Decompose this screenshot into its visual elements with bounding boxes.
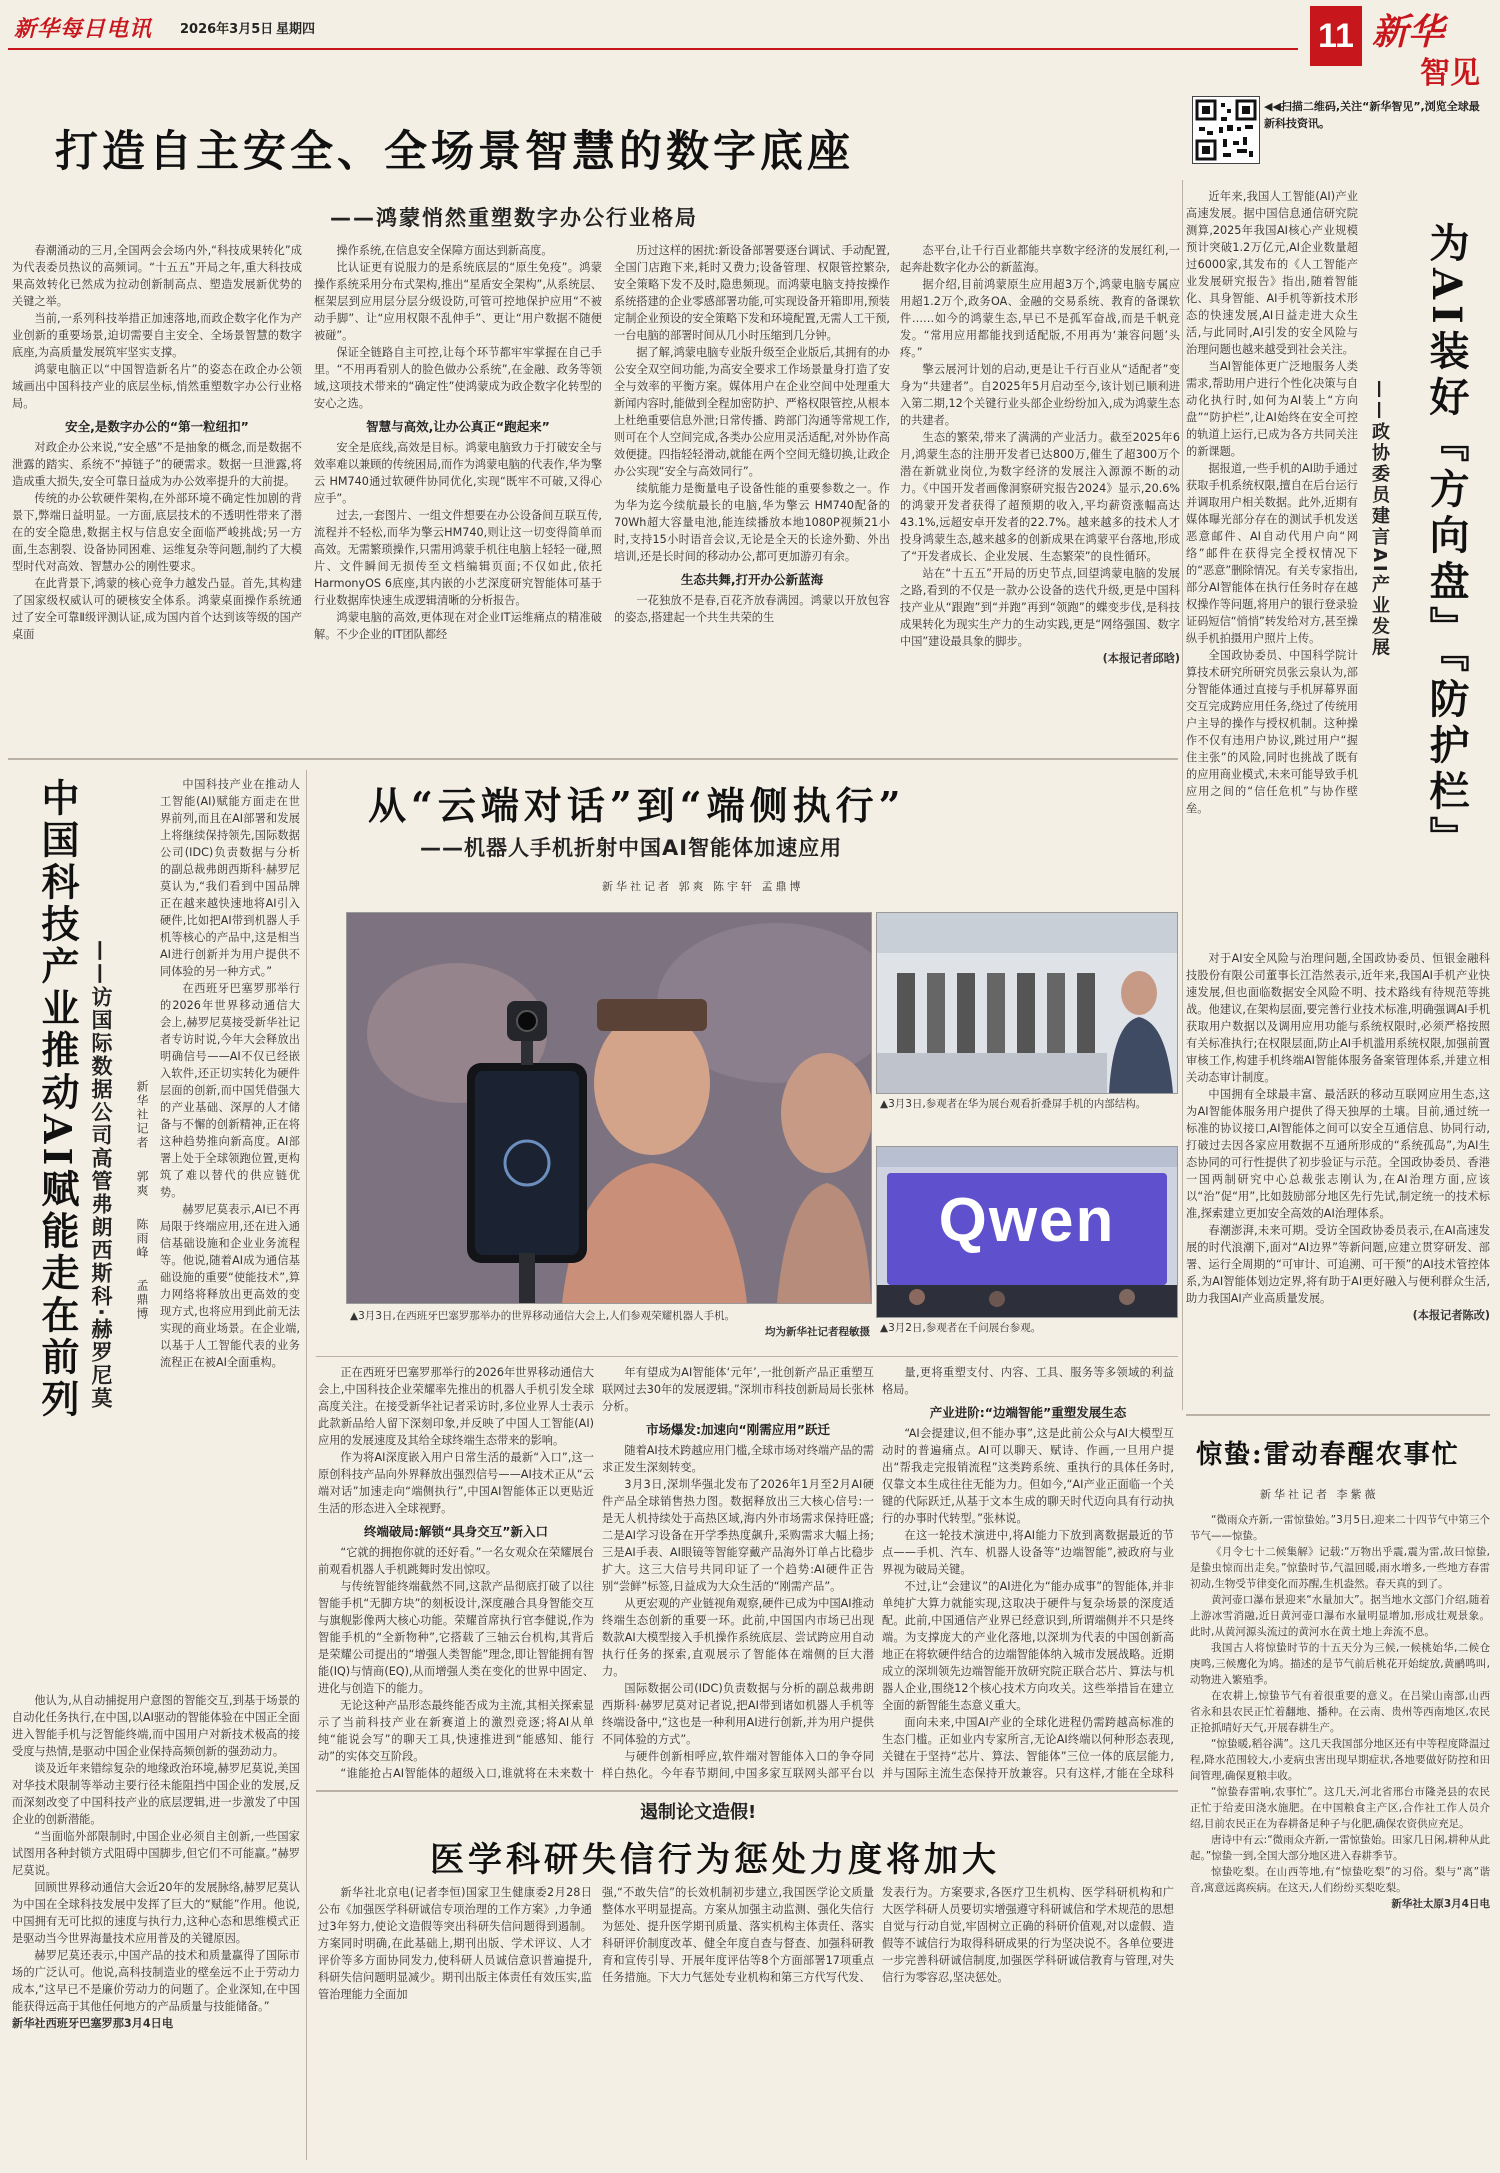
subheading: 市场爆发:加速向“刚需应用”跃迁 xyxy=(646,1422,830,1437)
paragraph: 近年来,我国人工智能(AI)产业高速发展。据中国信息通信研究院测算,2025年我国AI核心产业规模预计突破1.2万亿元,AI企业数量超过6000家,其发布的《人工智能产业发展研究报告》指出,随着智能化、具身智能、AI手机等新技术形态的快速发展,AI日益走进大众生活,与此同时,AI引发的安全风险与治理问题也越来越受到社会关注。 xyxy=(1186,190,1358,356)
interview-subtitle: ——访国际数据公司高管弗朗西斯科·赫罗尼莫 xyxy=(89,940,113,1410)
paragraph: 过去,一套图片、一组文件想要在办公设备间互联互传,流程并不轻松,而华为擎云HM740,则让这一切变得简单而高效。无需繁琐操作,只需用鸿蒙手机往电脑上轻轻一碰,照片、文件瞬间无损传至文档编辑页面;不仅如此,依托HarmonyOS 6底座,其内嵌的小艺深度研究智能体可基于行业数据库快速生成逻辑清晰的分析报告。 xyxy=(314,509,602,607)
paragraph: 站在“十五五”开局的历史节点,回望鸿蒙电脑的发展之路,看到的不仅是一款办公设备的迭代升级,更是中国科技产业从“跟跑”到“并跑”再到“领跑”的蝶变步伐,是科技成果转化为现实生产力的生动实践,更是“网络强国、数字中国”建设最具象的脚步。 xyxy=(900,567,1180,648)
paper-logo: 新华每日电讯 xyxy=(14,16,153,42)
paragraph: 春潮涌动的三月,全国两会会场内外,“科技成果转化”成为代表委员热议的高频词。“十五五”开局之年,重大科技成果高效转化已然成为拉动创新制高点、塑造发展新优势的关键之举。 xyxy=(12,244,302,308)
paragraph: 唐诗中有云:“微雨众卉新,一雷惊蛰始。田家几日闲,耕种从此起。”惊蛰一到,全国大部分地区进入春耕季节。 xyxy=(1190,1834,1490,1862)
paragraph: 据了解,鸿蒙电脑专业版升级至企业版后,其拥有的办公安全双空间功能,为高安全要求工作场景量身打造了安全与效率的平衡方案。媒体用户在企业空间中处理重大新闻内容时,能做到全程加密防护、严格权限管控,从根本上杜绝重要信息外泄;日常传播、跨部门沟通等常规工作,则可在个人空间完成,各类办公应用灵活适配,对外协作高效便捷。四指轻轻滑动,就能在两个空间无缝切换,让政企办公实现“安全与高效同行”。 xyxy=(614,346,890,478)
ai-proposal-subtitle: ——政协委员建言AI产业发展 xyxy=(1369,380,1390,659)
paper-ethics-col2: 强,“不敢失信”的长效机制初步建立,我国医学论文质量整体水平明显提高。方案从加强主动监测、强化失信行为惩处、提升医学期刊质量、落实机构主体责任、落实科研评价制度改革、健全年度自查与督查、加强科研教育和宣传引导、开展年度评估等8个方面部署17项重点任务措施。下大力气惩处专业机构和第三方代写代发、 xyxy=(602,1886,874,1984)
article1-col1 xyxy=(12,242,302,742)
main-photo-robot-phone xyxy=(346,912,872,1304)
photo-qwen-booth xyxy=(876,1146,1178,1318)
paragraph: 赫罗尼莫表示,AI已不再局限于终端应用,还在进入通信基础设施和企业业务流程等。他说,随着AI成为通信基础设施的重要“使能技术”,算力网络将释放出更高效的变现方式,也将应用到此前无法实现的商业场景。在企业端,以基于人工智能代表的业务流程正在被AI全面重构。 xyxy=(160,1203,300,1369)
paragraph: 面向未来,中国AI产业的全球化进程仍需跨越高标准的生态门槛。正如业内专家所言,无论AI终端以何种形态表现,关键在于坚持“芯片、算法、智能体”三位一体的底层能力,并与国际主流生态保持开放兼容。只有这样,才能在全球科 xyxy=(882,1716,1174,1780)
jingzhe-byline: 新华社记者 李紫薇 xyxy=(1260,1488,1379,1501)
issue-weekday: 星期四 xyxy=(276,22,316,37)
paragraph: “微雨众卉新,一雷惊蛰始。”3月5日,迎来二十四节气中第三个节气——惊蛰。 xyxy=(1190,1514,1490,1542)
robot-col2 xyxy=(602,1364,874,1784)
jingzhe-body xyxy=(1190,1512,1490,2152)
robot-subtitle: ——机器人手机折射中国AI智能体加速应用 xyxy=(420,836,843,860)
section-brand: 新华 xyxy=(1372,11,1445,53)
subheading: 安全,是数字办公的“第一粒纽扣” xyxy=(65,419,249,434)
article1-col3 xyxy=(614,242,890,742)
qr-code[interactable] xyxy=(1192,96,1260,164)
paragraph: 在此背景下,鸿蒙的核心竞争力越发凸显。首先,其构建了国家级权威认可的硬核安全体系。鸿蒙桌面操作系统通过了安全可靠Ⅱ级评测认证,成为国内首个达到该等级的国产桌面 xyxy=(12,577,302,641)
paragraph: 鸿蒙电脑的高效,更体现在对企业IT运维痛点的精准破解。不少企业的IT团队都经 xyxy=(314,611,602,641)
qwen-sign-text: Qwen xyxy=(938,1186,1116,1255)
photo-credit: 均为新华社记者程敏摄 xyxy=(765,1326,870,1338)
paragraph: 《月令七十二候集解》记载:“万物出乎震,震为雷,故曰惊蛰,是蛰虫惊而出走矣。”惊蛰时节,气温回暖,雨水增多,一些地方春雷初动,生物受节律变化而苏醒,生机盎然。春天真的到了。 xyxy=(1190,1546,1490,1590)
paragraph: 历过这样的困扰:新设备部署要逐台调试、手动配置,全国门店跑下来,耗时又费力;设备管理、权限管控繁杂,安全策略下发不及时,隐患频现。而鸿蒙电脑支持按操作系统搭建的企业零感部署功能,可实现设备开箱即用,预装定制企业预设的安全策略下发和环境配置,无需人工干预,一台电脑的部署时间从几小时压缩到几分钟。 xyxy=(614,244,890,342)
photo-foldable-phone-booth xyxy=(876,912,1178,1094)
right-photo2-caption: ▲3月2日,参观者在千问展台参观。 xyxy=(880,1322,1042,1334)
paragraph: 据介绍,目前鸿蒙原生应用超3万个,鸿蒙电脑专属应用超1.2万个,政务OA、金融的交易系统、教育的备课软件……如今的鸿蒙生态,早已不是孤军奋战,而是千帆竞发。“常用应用都能找到适配版,不用再为‘兼容问题’头疼。” xyxy=(900,278,1180,359)
jingzhe-title: 惊蛰:雷动春醒农事忙 xyxy=(1196,1440,1460,1470)
reporter-name: 郭爽 xyxy=(135,1169,149,1198)
paragraph: 对于AI安全风险与治理问题,全国政协委员、恒银金融科技股份有限公司董事长江浩然表示,近年来,我国AI手机产业快速发展,但也面临数据安全风险不明、技术路线有待规范等挑战。他建议,在架构层面,要完善行业技术标准,明确强调AI手机获取用户数据以及调用应用功能与系统权限时,必须严格按照有关标准执行;在权限层面,防止AI手机滥用系统权限,加强前置审核工作,构建手机终端AI智能体服务备案管理体系,并建立相关动态审计制度。 xyxy=(1186,952,1490,1084)
paper-ethics-col3: 发表行为。方案要求,各医疗卫生机构、医学科研机构和广大医学科研人员要切实增强遵守科研诚信和学术规范的思想自觉与行动自觉,牢固树立正确的科研价值观,对以虚假、造假等不诚信行为取得科研成果的行为坚决说不。各单位要进一步完善科研诚信制度,加强医学科研诚信教育与管理,对失信行为零容忍,坚决惩处。 xyxy=(882,1886,1174,1984)
paragraph: “当面临外部限制时,中国企业必须自主创新,一些国家试图用各种封锁方式阻碍中国脚步,但它们不可能赢。”赫罗尼莫说。 xyxy=(12,1830,300,1877)
article-end-credit: (本报记者邱晗) xyxy=(1102,652,1180,665)
paragraph: 惊蛰吃梨。在山西等地,有“惊蛰吃梨”的习俗。梨与“离”谐音,寓意远离疾病。在这天,人们纷纷买梨吃梨。 xyxy=(1190,1866,1490,1894)
article-end-credit: (本报记者陈改) xyxy=(1412,1309,1490,1322)
paragraph: 生态的繁荣,带来了满满的产业活力。截至2025年6月,鸿蒙生态的注册开发者已达800万,催生了超300万个潜在新就业岗位,为数字经济的发展注入源源不断的动力。《中国开发者画像洞察研究报告2024》显示,20.6%的鸿蒙开发者获得了超预期的收入,平均薪资涨幅高达43.1%,远超安卓开发者的22.7%。越来越多的技术人才投身鸿蒙生态,越来越多的创新成果在鸿蒙平台落地,形成了“开发者成长、企业发展、生态繁荣”的良性循环。 xyxy=(900,431,1180,563)
paragraph: 对政企办公来说,“安全感”不是抽象的概念,而是数据不泄露的踏实、系统不“掉链子”的硬需求。数据一旦泄露,将造成重大损失,安全可靠日益成为办公效率提升的大前提。 xyxy=(12,441,302,488)
paragraph: 擎云展河计划的启动,更是让千行百业从“适配者”变身为“共建者”。自2025年5月启动至今,该计划已顺利进入第二期,12个关键行业头部企业纷纷加入,成为鸿蒙生态的共建者。 xyxy=(900,363,1180,427)
paragraph: 在农耕上,惊蛰节气有着很重要的意义。在吕梁山南部,山西省永和县农民正忙着翻地、播种。在云南、贵州等西南地区,农民正抢抓晴好天气,开展春耕生产。 xyxy=(1190,1690,1490,1734)
paragraph: 传统的办公软硬件架构,在外部环境不确定性加剧的背景下,弊端日益明显。一方面,底层技术的不透明性带来了潜在的安全隐患,数据主权与信息安全面临严峻挑战;另一方面,生态割裂、设备协同困难、运维复杂等问题,制约了大模型时代对高效、智慧办公的刚性要求。 xyxy=(12,492,302,573)
article1-title: 打造自主安全、全场景智慧的数字底座 xyxy=(55,127,854,177)
interview-body-narrow xyxy=(160,776,300,1688)
paragraph: 量,更将重塑支付、内容、工具、服务等多领域的利益格局。 xyxy=(882,1366,1174,1396)
paragraph: 3月3日,深圳华强北发布了2026年1月至2月AI硬件产品全球销售热力图。数据释放出三大核心信号:一是无人机持续处于高热区域,海内外市场需求保持旺盛;二是AI学习设备在开学季热度飙升,采购需求大幅上扬;三是AI手表、AI眼镜等智能穿戴产品海外订单占比稳步扩大。这三大信号共同印证了一个趋势:AI硬件正告别“尝鲜”标签,日益成为大众生活的“刚需产品”。 xyxy=(602,1478,874,1593)
ai-proposal-body-wide xyxy=(1186,950,1490,1398)
interview-title: 中国科技产业推动AI赋能走在前列 xyxy=(35,778,80,1422)
paper-ethics-kicker: 遏制论文造假! xyxy=(640,1802,757,1823)
ai-proposal-title: 为AI装好『方向盘』『防护栏』 xyxy=(1423,222,1470,862)
paragraph: 中国科技产业在推动人工智能(AI)赋能方面走在世界前列,而且在AI部署和发展上将继续保持领先,国际数据公司(IDC)负责数据与分析的副总裁弗朗西斯科·赫罗尼莫认为,“我们看到中国品牌正在越来越快速地将AI引入硬件,比如把AI带到机器人手机等核心的产品中,这是相当AI进行创新并为用户提供不同体验的另一种方式。” xyxy=(160,778,300,978)
paragraph: “惊蛰春雷响,农事忙”。这几天,河北省邢台市隆尧县的农民正忙于给麦田浇水施肥。在中国粮食主产区,合作社工作人员介绍,目前农民正在为春耕备足种子与化肥,确保农资供应充足。 xyxy=(1190,1786,1490,1830)
paragraph: 我国古人将惊蛰时节的十五天分为三候,一候桃始华,二候仓庚鸣,三候鹰化为鸠。描述的是节气前后桃花开始绽放,黄鹂鸣叫,动物进入繁殖季。 xyxy=(1190,1642,1490,1686)
article1-subtitle: ——鸿蒙悄然重塑数字办公行业格局 xyxy=(330,206,698,230)
paragraph: 当前,一系列科技举措正加速落地,而政企数字化作为产业创新的重要场景,迫切需要自主安全、全场景智慧的数字底座,为高质量发展筑牢坚实支撑。 xyxy=(12,312,302,359)
paragraph: “它就的拥抱你就的还好看。”一名女观众在荣耀展台前观看机器人手机跳舞时发出惊叹。 xyxy=(318,1546,594,1576)
robot-byline: 新华社记者 郭爽 陈宇轩 孟鼎博 xyxy=(602,880,804,893)
main-photo-caption xyxy=(350,1308,870,1340)
paragraph: “惊蛰暖,稻谷满”。这几天我国部分地区还有中等程度降温过程,降水范围较大,小麦病虫害出现早期症状,各地要做好防控和田间管理,确保夏粮丰收。 xyxy=(1190,1738,1490,1782)
subheading: 智慧与高效,让办公真正“跑起来” xyxy=(366,419,550,434)
paragraph: 在西班牙巴塞罗那举行的2026年世界移动通信大会上,赫罗尼莫接受新华社记者专访时说,今年大会释放出明确信号——AI不仅已经嵌入软件,还正切实转化为硬件层面的创新,而中国凭借强大的产业基础、深厚的人才储备与不懈的创新精神,正在将这种趋势推向新高度。AI部署上处于全球领跑位置,更构筑了难以替代的供应链优势。 xyxy=(160,982,300,1199)
paragraph: 随着AI技术跨越应用门槛,全球市场对终端产品的需求正发生深刻转变。 xyxy=(602,1444,874,1474)
paper-ethics-col1: 新华社北京电(记者李恒)国家卫生健康委2月28日公布《加强医学科研诚信专项治理的工作方案》,力争通过3年努力,使论文造假等突出科研失信问题得到遏制。方案同时明确,在此基础上,期刊出版、学术评议、人才评价等多方面协同发力,使科研人员诚信意识普遍提升,科研失信问题明显减少。期刊出版主体责任有效压实,监管治理能力全面加 xyxy=(318,1886,592,2001)
divider xyxy=(316,1356,1178,1357)
paragraph: 态平台,让千行百业都能共享数字经济的发展红利,一起奔赴数字化办公的新蓝海。 xyxy=(900,244,1180,274)
paragraph: 正在西班牙巴塞罗那举行的2026年世界移动通信大会上,中国科技企业荣耀率先推出的机器人手机引发全球高度关注。在接受新华社记者采访时,多位业界人士表示此款新品给人留下深刻印象,并反映了中国人工智能(AI)应用的发展速度及其给全球终端生态带来的影响。 xyxy=(318,1366,594,1447)
byline-label: 新华社记者 xyxy=(135,1080,149,1150)
paragraph: 全国政协委员、中国科学院计算技术研究所研究员张云泉认为,部分智能体通过直接与手机屏幕界面交互完成跨应用任务,绕过了传统用户主导的操作与授权机制。这种操作不仅有违用户协议,跳过用户“握住主张”的风险,同时也挑战了既有的应用商业模式,未来可能导致手机应用之间的“信任危机”与协作壁垒。 xyxy=(1186,649,1358,815)
divider xyxy=(8,758,1178,760)
section-name: 智见 xyxy=(1420,56,1480,91)
subheading: 产业进阶:“边端智能”重塑发展生态 xyxy=(929,1405,1127,1420)
divider xyxy=(1186,1414,1490,1416)
paragraph: 比认证更有说服力的是系统底层的“原生免疫”。鸿蒙操作系统采用分布式架构,推出“星盾安全架构”,从系统层、框架层到应用层分层分级设防,可管可控地保护应用“不被动手脚”、让“应用权限不乱伸手”、更让“用户数据不随便被碰”。 xyxy=(314,261,602,342)
paragraph: “AI会提建议,但不能办事”,这是此前公众与AI大模型互动时的普遍痛点。AI可以聊天、赋诗、作画,一旦用户提出“帮我走完报销流程”这类跨系统、重执行的具体任务时,仅靠文本生成往往无能为力。但如今,“AI产业正面临一个关键的代际跃迁,从基于文本生成的聊天时代迈向具有行动执行的办事时代转型。”张林说。 xyxy=(882,1427,1174,1525)
subheading: 终端破局:解锁“具身交互”新入口 xyxy=(364,1524,548,1539)
divider xyxy=(1182,180,1183,1410)
paragraph: 与传统智能终端截然不同,这款产品彻底打破了以往智能手机“无脚方块”的刻板设计,深度融合具身智能交互与旗舰影像两大核心功能。荣耀首席执行官李健说,作为智能手机的“全新物种”,它搭载了三轴云台机构,其背后是荣耀公司提出的“增强人类智能”理念,即让智能拥有智能(IQ)与情商(EQ),从而增强人类在变化的世界中固定、进化与创造下的能力。 xyxy=(318,1580,594,1695)
reporter-name: 孟鼎博 xyxy=(135,1279,149,1322)
paragraph: 黄河壶口瀑布景迎来“水量加大”。据当地水文部门介绍,随着上游冰雪消融,近日黄河壶口瀑布水量明显增加,形成壮观景象。此时,从黄河源头流过的黄河水在黄土地上奔流不息。 xyxy=(1190,1594,1490,1638)
paragraph: 保证全链路自主可控,让每个环节都牢牢掌握在自己手里。“不用再看别人的脸色做办公系统”,在金融、政务等领域,这项技术带来的“确定性”使鸿蒙成为政企数字化转型的安心之选。 xyxy=(314,346,602,410)
paragraph: 谈及近年来错综复杂的地缘政治环境,赫罗尼莫说,美国对华技术限制等举动主要行径未能阻挡中国企业的发展,反而深刻改变了中国科技产业的底层逻辑,进一步激发了中国企业的创新潜能。 xyxy=(12,1762,300,1826)
paragraph: 一花独放不是春,百花齐放春满园。鸿蒙以开放包容的姿态,搭建起一个共生共荣的生 xyxy=(614,594,890,624)
divider xyxy=(316,1790,1178,1792)
issue-date: 2026年3月5日 xyxy=(180,22,274,37)
paragraph: 操作系统,在信息安全保障方面达到新高度。 xyxy=(336,244,553,257)
article1-col4 xyxy=(900,242,1180,742)
paragraph: 据报道,一些手机的AI助手通过获取手机系统权限,擅自在后台运行并调取用户相关数据。此外,近期有媒体曝光部分存在的测试手机发送恶意邮件、AI自动代用户向“网络”邮件在获得完全授权情况下的“恶意”删除情况。有关专家指出,部分AI智能体在执行任务时存在越权操作等问题,将用户的银行登录验证码短信“悄悄”转发给对方,甚至操纵手机拍摄用户照片上传。 xyxy=(1186,462,1358,645)
dateline: 新华社西班牙巴塞罗那3月4日电 xyxy=(12,2017,174,2030)
page-number: 11 xyxy=(1318,17,1354,55)
paragraph: “谁能抢占AI智能体的超级入口,谁就将在未来数十 xyxy=(340,1767,594,1780)
paragraph: 春潮澎湃,未来可期。受访全国政协委员表示,在AI高速发展的时代浪潮下,面对“AI边界”等新问题,应建立贯穿研发、部署、运行全周期的“可审计、可追溯、可干预”的AI技术管控体系,为AI智能体划边定界,将有助于AI更好融入与便利群众生活,助力我国AI产业高质量发展。 xyxy=(1186,1224,1490,1305)
paragraph: 从更宏观的产业链视角观察,硬件已成为中国AI推动终端生态创新的重要一环。此前,中国国内市场已出现数款AI大模型接入手机操作系统底层、尝试跨应用自动执行任务的探索,直观展示了智能体在端侧的巨大潜力。 xyxy=(602,1597,874,1678)
ai-proposal-body-narrow xyxy=(1186,188,1358,948)
paragraph: 鸿蒙电脑正以“中国智造新名片”的姿态在政企办公领域画出中国科技产业的底层坐标,悄然重塑数字办公行业格局。 xyxy=(12,363,302,410)
paragraph: 他认为,从自动捕捉用户意图的智能交互,到基于场景的自动化任务执行,在中国,以AI驱动的智能体验在中国正全面进入智能手机与泛智能终端,而中国用户对新技术极高的接受度与热情,是驱动中国企业保持高频创新的强劲动力。 xyxy=(12,1694,300,1758)
right-photo1-caption: ▲3月3日,参观者在华为展台观看折叠屏手机的内部结构。 xyxy=(880,1098,1147,1110)
reporter-name: 陈雨峰 xyxy=(135,1217,149,1260)
divider xyxy=(306,770,307,2160)
paragraph: 续航能力是衡量电子设备性能的重要参数之一。作为华为迄今续航最长的电脑,华为擎云 HM740配备的70Wh超大容量电池,能连续播放本地1080P视频21小时,支持15小时语音会议,无论是全天的长途外勤、外出培训,还是长时间的移动办公,都可更加游刃有余。 xyxy=(614,482,890,563)
paragraph: 年有望成为AI智能体‘元年’,一批创新产品正重塑互联网过去30年的发展逻辑。”深圳市科技创新局局长张林分析。 xyxy=(602,1366,874,1413)
paragraph: 回顾世界移动通信大会近20年的发展脉络,赫罗尼莫认为中国在全球科技发展中发挥了巨大的“赋能”作用。他说,中国拥有无可比拟的速度与执行力,这种心态和思维模式正是驱动当今世界海量技术应用普及的关键原因。 xyxy=(12,1881,300,1945)
robot-col1 xyxy=(318,1364,594,1784)
paragraph: 在这一轮技术演进中,将AI能力下放到离数据最近的节点——手机、汽车、机器人设备等“边端智能”,被政府与业界视为破局关键。 xyxy=(882,1529,1174,1576)
paragraph: 赫罗尼莫还表示,中国产品的技术和质量赢得了国际市场的广泛认可。他说,高科技制造业的壁垒远不止于劳动力成本,“这早已不是廉价劳动力的问题了。企业深知,在中国能获得远高于其他任何地方的产品质量与技能储备。” xyxy=(12,1949,300,2013)
paragraph: 作为将AI深度嵌入用户日常生活的最新“入口”,这一原创科技产品向外界释放出强烈信号——AI技术正从“云端对话”加速走向“端侧执行”,中国AI智能体正以更贴近生活的形态进入全球视野。 xyxy=(318,1451,594,1515)
paragraph: 不过,让“会建议”的AI进化为“能办成事”的智能体,并非单纯扩大算力就能实现,这取决于硬件与复杂场景的深度适配。此前,中国通信产业界已经意识到,所谓端侧并不只是终端。为支撑庞大的产业化落地,以深圳为代表的中国创新高地正在将软硬件结合的边端智能体纳入城市发展战略。近期成立的深圳领先边端智能开放研究院正联合芯片、算法与机器人企业,围绕12个核心技术方向攻关。这些举措旨在建立全面的新智能生态意义重大。 xyxy=(882,1580,1174,1712)
article1-col2 xyxy=(314,242,602,742)
caption-text: ▲3月3日,在西班牙巴塞罗那举办的世界移动通信大会上,人们参观荣耀机器人手机。 xyxy=(350,1310,736,1322)
paragraph: 当AI智能体更广泛地服务人类需求,帮助用户进行个性化决策与自动化执行时,如何为AI装上“方向盘”“防护栏”,让AI始终在安全可控的轨道上运行,已成为各方共同关注的新课题。 xyxy=(1186,360,1358,458)
subheading: 生态共舞,打开办公新蓝海 xyxy=(680,572,824,587)
robot-title: 从“云端对话”到“端侧执行” xyxy=(368,783,906,828)
paragraph: 国际数据公司(IDC)负责数据与分析的副总裁弗朗西斯科·赫罗尼莫对记者说,把AI带到诸如机器人手机等终端设备中,“这也是一种利用AI进行创新,并为用户提供不同体验的方式”。 xyxy=(602,1682,874,1746)
masthead-rule xyxy=(8,48,1298,50)
paper-ethics-title: 医学科研失信行为惩处力度将加大 xyxy=(430,1840,1000,1880)
dateline: 新华社太原3月4日电 xyxy=(1391,1898,1490,1910)
interview-body-wide xyxy=(12,1692,300,2147)
paragraph: 中国拥有全球最丰富、最活跃的移动互联网应用生态,这为AI智能体服务用户提供了得天独厚的土壤。目前,通过统一标准的协议接口,AI智能体之间可以安全互通信息、协同行动,打破过去因各家应用数据不互通所形成的“系统孤岛”,为AI生态协同的可行性提供了初步验证与示范。全国政协委员、香港一国两制研究中心总裁张志刚认为,在AI治理方面,应该以“治”促“用”,比如鼓励部分地区先行先试,制定统一的技术标准,探索建立更加安全高效的AI治理体系。 xyxy=(1186,1088,1490,1220)
robot-col3 xyxy=(882,1364,1174,1784)
interview-byline xyxy=(134,1080,151,1330)
paragraph: 与硬件创新相呼应,软件端对智能体入口的争夺同样白热化。今年春节期间,中国多家互联网头部平台以 xyxy=(602,1750,874,1780)
qr-note: ◀◀扫描二维码,关注“新华智见”,浏览全球最新科技资讯。 xyxy=(1264,100,1480,130)
page-number-badge xyxy=(1310,6,1362,66)
paragraph: 安全是底线,高效是目标。鸿蒙电脑致力于打破安全与效率难以兼顾的传统困局,而作为鸿蒙电脑的代表作,华为擎云 HM740通过软硬件协同优化,实现“既牢不可破,又得心应手”。 xyxy=(314,441,602,505)
paragraph: 无论这种产品形态最终能否成为主流,其相关探索显示了当前科技产业在新赛道上的激烈竞逐;将AI从单纯“能说会写”的聊天工具,快速推进到“能感知、能行动”的实体交互阶段。 xyxy=(318,1699,594,1763)
